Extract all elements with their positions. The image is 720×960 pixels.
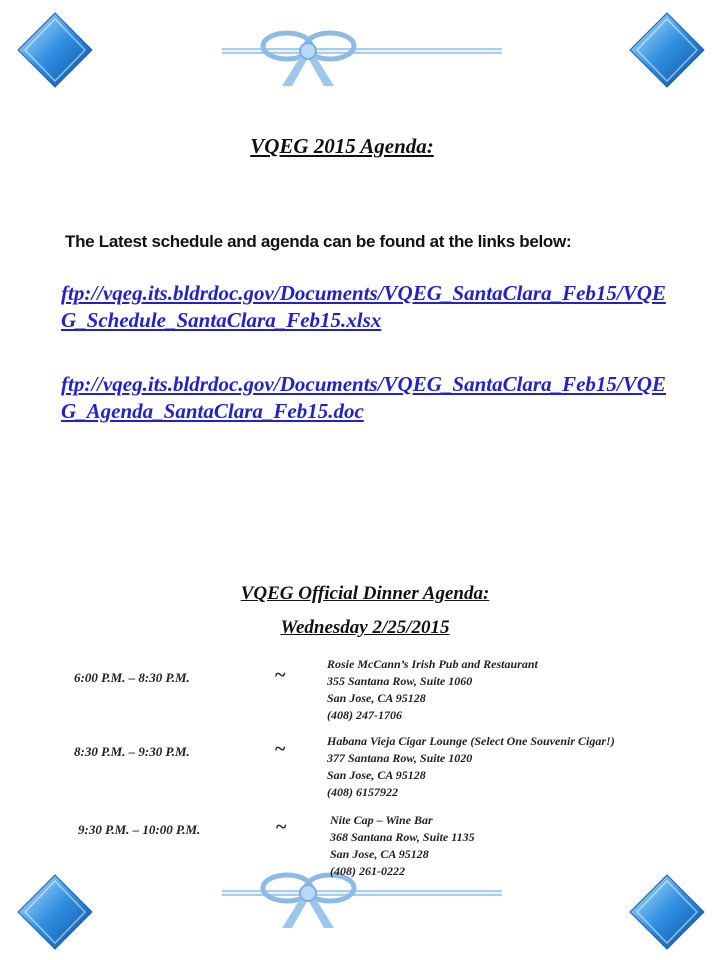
- separator-tilde: ~: [275, 664, 286, 686]
- agenda-title: VQEG 2015 Agenda:: [250, 134, 434, 158]
- venue-name: Nite Cap – Wine Bar: [330, 813, 433, 827]
- schedule-time: 9:30 P.M. – 10:00 P.M.: [78, 822, 201, 837]
- schedule-notice: The Latest schedule and agenda can be found at the links below:: [65, 232, 572, 251]
- separator-tilde: ~: [275, 738, 286, 760]
- venue-details: [330, 812, 475, 880]
- venue-details: [327, 656, 538, 724]
- venue-address: 368 Santana Row, Suite 1135: [330, 830, 475, 844]
- blue-diamond-icon: [627, 10, 707, 90]
- venue-city: San Jose, CA 95128: [327, 768, 426, 782]
- venue-details: [327, 733, 615, 801]
- dinner-agenda-title: VQEG Official Dinner Agenda:: [240, 583, 490, 604]
- venue-phone: (408) 261-0222: [330, 864, 405, 878]
- ribbon-bow-icon: [222, 18, 502, 88]
- venue-name: Rosie McCann’s Irish Pub and Restaurant: [327, 657, 538, 671]
- venue-address: 355 Santana Row, Suite 1060: [327, 674, 473, 688]
- blue-diamond-icon: [15, 872, 95, 952]
- venue-phone: (408) 6157922: [327, 785, 398, 799]
- agenda-doc-link[interactable]: ftp://vqeg.its.bldrdoc.gov/Documents/VQEG_SantaClara_Feb15/VQEG_Agenda_SantaClara_Feb15.doc: [61, 372, 666, 423]
- venue-city: San Jose, CA 95128: [327, 691, 426, 705]
- dinner-date: Wednesday 2/25/2015: [280, 617, 450, 638]
- schedule-time: 8:30 P.M. – 9:30 P.M.: [74, 744, 190, 759]
- blue-diamond-icon: [627, 872, 707, 952]
- venue-name: Habana Vieja Cigar Lounge (Select One Souvenir Cigar!): [327, 734, 615, 748]
- blue-diamond-icon: [15, 10, 95, 90]
- separator-tilde: ~: [276, 816, 287, 838]
- venue-phone: (408) 247-1706: [327, 708, 402, 722]
- venue-city: San Jose, CA 95128: [330, 847, 429, 861]
- schedule-xlsx-link[interactable]: ftp://vqeg.its.bldrdoc.gov/Documents/VQEG_SantaClara_Feb15/VQEG_Schedule_SantaClara_Feb15.xlsx: [61, 281, 666, 332]
- venue-address: 377 Santana Row, Suite 1020: [327, 751, 473, 765]
- schedule-time: 6:00 P.M. – 8:30 P.M.: [74, 670, 190, 685]
